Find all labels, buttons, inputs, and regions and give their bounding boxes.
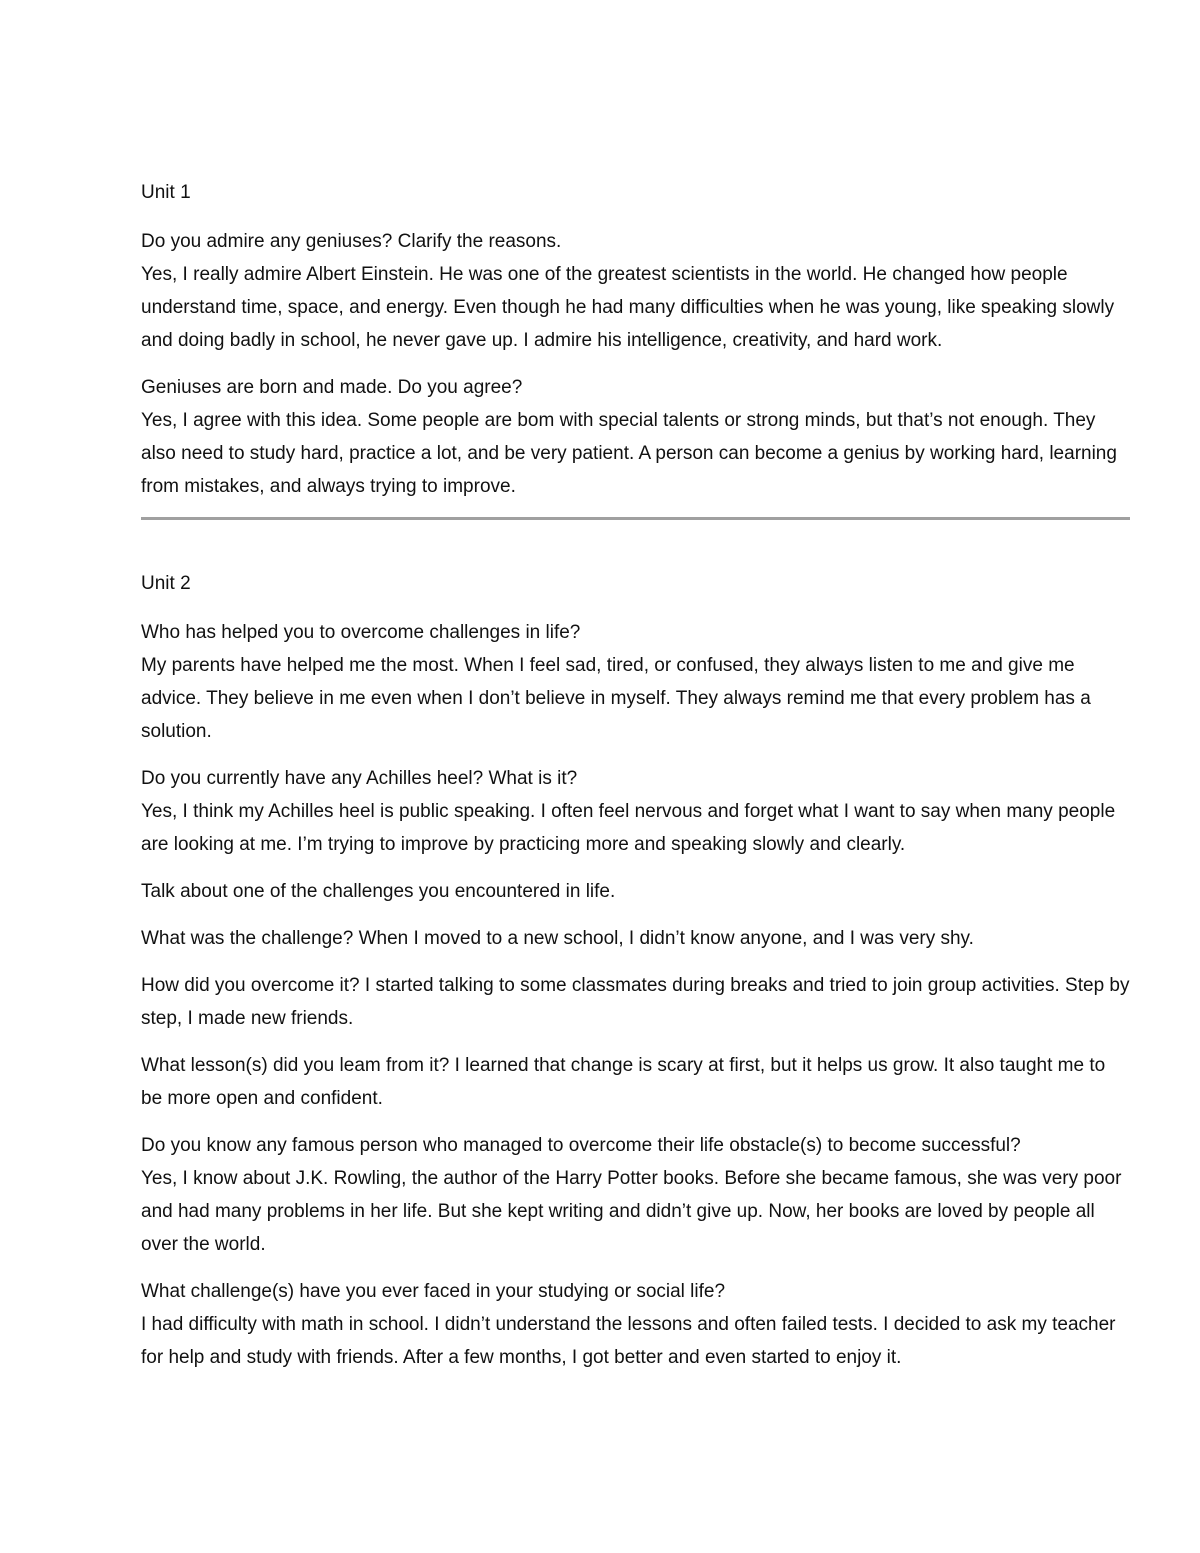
- document-page: [141, 176, 1131, 1388]
- unit-1-q2: [141, 371, 1131, 503]
- unit-1-q1: [141, 225, 1131, 357]
- answer-text: What lesson(s) did you leam from it? I learned that change is scary at first, but it helps us grow. It also taught me to be more open and confident.: [141, 1055, 1106, 1109]
- unit-2-q3-prompt: [141, 875, 1131, 908]
- question-text: Do you currently have any Achilles heel? What is it?: [141, 768, 578, 789]
- unit-2-q1: [141, 616, 1131, 748]
- answer-text: I had difficulty with math in school. I didn’t understand the lessons and often failed tests. I decided to ask my teacher for help and study with friends. After a few months, I got better and even started to enjoy it.: [141, 1314, 1116, 1368]
- unit-2-q5: [141, 1275, 1131, 1374]
- unit-1-title: Unit 1: [141, 182, 191, 203]
- question-text: Talk about one of the challenges you encountered in life.: [141, 881, 616, 902]
- answer-text: What was the challenge? When I moved to a new school, I didn’t know anyone, and I was very shy.: [141, 928, 974, 949]
- answer-text: My parents have helped me the most. When I feel sad, tired, or confused, they always listen to me and give me advice. They believe in me even when I don’t believe in myself. They always remind me that every problem has a solution.: [141, 655, 1091, 742]
- unit-2-q4: [141, 1129, 1131, 1261]
- unit-2-q2: [141, 762, 1131, 861]
- unit-1-section: [141, 176, 1131, 503]
- answer-text: Yes, I know about J.K. Rowling, the author of the Harry Potter books. Before she became famous, she was very poor and had many problems in her life. But she kept writing and didn’t give up. Now, her books are loved by people all over the world.: [141, 1168, 1122, 1255]
- answer-text: Yes, I think my Achilles heel is public speaking. I often feel nervous and forget what I want to say when many people are looking at me. I’m trying to improve by practicing more and speaking slowly and clearly.: [141, 801, 1116, 855]
- unit-2-section: [141, 567, 1131, 1374]
- question-text: What challenge(s) have you ever faced in your studying or social life?: [141, 1281, 726, 1302]
- question-text: Do you admire any geniuses? Clarify the reasons.: [141, 231, 562, 252]
- unit-2-q3-overcome: [141, 969, 1131, 1035]
- unit-2-q3-challenge: [141, 922, 1131, 955]
- question-text: Do you know any famous person who managed to overcome their life obstacle(s) to become successful?: [141, 1135, 1021, 1156]
- unit-2-title: Unit 2: [141, 573, 191, 594]
- section-divider: [141, 517, 1130, 520]
- answer-text: How did you overcome it? I started talking to some classmates during breaks and tried to join group activities. Step by step, I made new friends.: [141, 975, 1130, 1029]
- question-text: Who has helped you to overcome challenges in life?: [141, 622, 581, 643]
- question-text: Geniuses are born and made. Do you agree?: [141, 377, 523, 398]
- answer-text: Yes, I agree with this idea. Some people are bom with special talents or strong minds, but that’s not enough. They also need to study hard, practice a lot, and be very patient. A person can become a genius by working hard, learning from mistakes, and always trying to improve.: [141, 410, 1117, 497]
- unit-2-q3-lesson: [141, 1049, 1131, 1115]
- answer-text: Yes, I really admire Albert Einstein. He was one of the greatest scientists in the world. He changed how people understand time, space, and energy. Even though he had many difficulties when he was young, like speaking slowly and doing badly in school, he never gave up. I admire his intelligence, creativity, and hard work.: [141, 264, 1115, 351]
